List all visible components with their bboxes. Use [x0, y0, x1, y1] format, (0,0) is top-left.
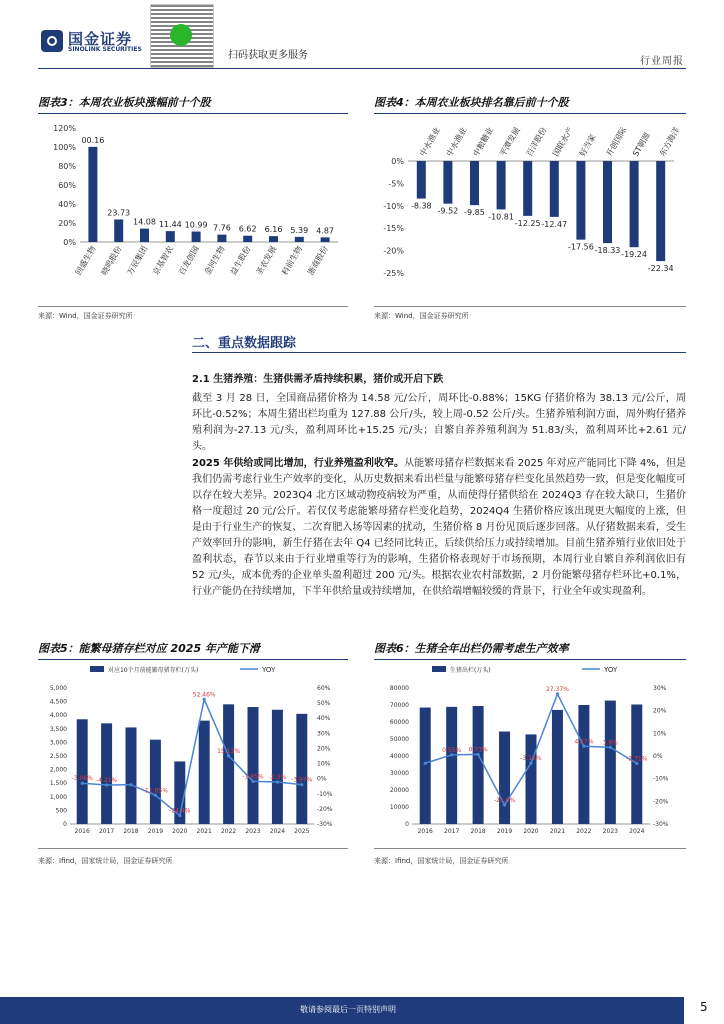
fig4-x-label: 国联水产 — [551, 125, 576, 158]
fig6-bar — [473, 706, 484, 824]
fig4-bar — [656, 161, 665, 261]
fig6-bar — [526, 734, 537, 824]
fig4-bar — [523, 161, 532, 216]
fig4-y-tick: -5% — [388, 179, 404, 189]
fig4-data-label: -9.52 — [437, 206, 459, 216]
fig4-title-rule — [374, 113, 686, 114]
fig5-y2-tick: -20% — [317, 805, 333, 813]
fig6-x-label: 2022 — [576, 828, 592, 835]
fig6-x-label: 2018 — [470, 828, 486, 835]
fig3-y-tick: 80% — [58, 162, 76, 171]
fig3-data-label: 14.08 — [133, 217, 156, 227]
fig4-y-tick: -20% — [383, 246, 404, 256]
fig4-y-tick: 0% — [391, 157, 404, 166]
fig6-y2-tick: -30% — [653, 821, 669, 828]
fig3-bottom-rule — [38, 306, 348, 307]
fig6-yoy-label: 4.27% — [574, 738, 594, 746]
fig6-yoy-label: -3.31% — [626, 755, 648, 763]
fig6-title: 图表6：生猪全年出栏仍需考虑生产效率 — [374, 642, 569, 655]
fig4-bar — [417, 161, 426, 199]
fig3-x-label: 圣农发展 — [254, 244, 279, 277]
fig6-x-label: 2019 — [496, 828, 513, 835]
fig3-data-label: 00.16 — [81, 135, 105, 145]
fig6-legend-bar-swatch — [432, 666, 446, 672]
fig4-data-label: -19.24 — [621, 250, 647, 260]
fig5-y1-tick: 0 — [63, 821, 67, 828]
fig3-bar — [243, 236, 252, 242]
fig4-title: 图表4：本周农业板块排名靠后前十个股 — [374, 96, 569, 109]
paragraph-supply — [192, 456, 686, 600]
fig3-y-tick: 100% — [53, 143, 76, 152]
fig3-bar — [140, 229, 149, 242]
fig6-bar — [578, 705, 589, 824]
fig5-x-label: 2024 — [269, 828, 286, 835]
fig6-y1-tick: 70000 — [389, 702, 409, 709]
fig6-y1-tick: 10000 — [389, 804, 409, 811]
fig3-bar — [192, 232, 201, 242]
fig5-yoy-label: 15.13% — [217, 747, 241, 755]
fig5-x-label: 2021 — [196, 828, 212, 835]
fig3-bar — [114, 219, 123, 242]
scan-hint: 扫码获取更多服务 — [228, 50, 308, 61]
fig6-y1-tick: 0 — [405, 821, 409, 828]
fig6-y1-tick: 40000 — [389, 753, 409, 760]
fig6-y2-tick: -10% — [653, 775, 669, 783]
fig5-bar — [272, 710, 283, 824]
fig5-bottom-rule — [38, 848, 348, 849]
fig5-title: 图表5：能繁母猪存栏对应 2025 年产能下滑 — [38, 642, 260, 655]
fig4-x-label: ST朝源 — [631, 131, 652, 158]
fig5-y2-tick: -10% — [317, 790, 333, 798]
fig3-x-label: 科前生物 — [280, 244, 305, 277]
fig3-x-label: 回盛生物 — [73, 244, 98, 277]
fig6-bottom-rule — [374, 848, 686, 849]
fig5-y1-tick: 4,000 — [49, 712, 67, 720]
wechat-icon — [170, 24, 192, 46]
fig5-yoy-label: 52.46% — [192, 691, 216, 699]
fig6-y1-tick: 80000 — [389, 685, 409, 692]
fig3-title: 图表3：本周农业板块涨幅前十个股 — [38, 96, 211, 109]
fig4-data-label: -10.81 — [488, 212, 514, 222]
fig6-x-label: 2017 — [444, 828, 460, 835]
fig3-x-label: 百龙创园 — [177, 244, 201, 277]
fig3-data-label: 10.99 — [184, 220, 208, 230]
footer-disclaimer[interactable]: 敬请参阅最后一页特别声明 — [300, 1005, 396, 1014]
fig4-x-label: 东方海洋 — [657, 125, 682, 158]
fig5-bar — [199, 721, 210, 824]
fig5-source: 来源：Ifind，国家统计局，国金证券研究所 — [38, 857, 173, 865]
fig5-x-label: 2019 — [147, 828, 164, 835]
fig3-data-label: 23.73 — [107, 208, 131, 218]
fig6-yoy-label: 0.55% — [442, 746, 462, 754]
fig3-bar — [166, 231, 175, 242]
fig3-data-label: 5.39 — [290, 225, 309, 235]
fig5-yoy-label: -2.3% — [268, 773, 287, 781]
fig4-x-label: 中粮糖业 — [471, 125, 496, 158]
fig5-yoy-label: -4.21% — [95, 777, 118, 785]
fig4-bar — [497, 161, 506, 209]
fig4-y-tick: -15% — [383, 224, 404, 234]
fig6-x-label: 2016 — [417, 828, 433, 835]
fig6-x-label: 2024 — [629, 828, 645, 835]
fig6-y1-tick: 20000 — [389, 787, 409, 794]
fig5-title-rule — [38, 659, 348, 660]
fig6-yoy-label: -21.6% — [493, 796, 516, 804]
fig6-bar — [605, 701, 616, 824]
fig4-bar — [470, 161, 479, 205]
fig5-y1-tick: 5,000 — [49, 685, 67, 692]
fig3-y-tick: 0% — [63, 238, 76, 247]
fig6-chart — [374, 664, 686, 846]
fig6-y2-tick: -20% — [653, 798, 669, 806]
fig5-y2-tick: -30% — [317, 821, 333, 828]
fig3-y-tick: 20% — [58, 219, 76, 228]
fig5-y1-tick: 3,500 — [49, 725, 67, 733]
fig4-x-label: 好当家 — [577, 132, 598, 158]
fig3-x-label: 晓鸣股份 — [99, 244, 124, 277]
fig5-legend-bar-label: 对应10个月前能繁母猪存栏(万头) — [108, 667, 199, 674]
fig6-title-rule — [374, 659, 686, 660]
fig6-y2-tick: 30% — [653, 685, 667, 692]
fig4-data-label: -12.25 — [514, 218, 541, 228]
fig5-yoy-label: -24.4% — [169, 807, 191, 815]
fig5-x-label: 2022 — [220, 828, 237, 835]
fig6-bar — [552, 710, 563, 824]
fig5-y2-tick: 50% — [317, 700, 331, 708]
fig5-bar — [248, 707, 259, 824]
fig4-x-label: 百洋股份 — [524, 125, 549, 158]
fig3-x-label: 浙商股份 — [306, 244, 330, 277]
fig5-y1-tick: 4,500 — [49, 698, 67, 706]
fig5-x-label: 2023 — [245, 828, 261, 835]
fig4-y-tick: -10% — [383, 201, 404, 211]
fig5-bar — [77, 719, 88, 824]
fig6-yoy-point — [424, 762, 427, 765]
fig3-bar — [295, 237, 304, 242]
fig6-legend-bar-label: 生猪出栏(万头) — [450, 667, 491, 674]
fig5-yoy-label: -3.97% — [291, 776, 313, 784]
fig5-yoy-label: -1.85% — [242, 773, 264, 781]
fig3-data-label: 6.16 — [264, 225, 283, 235]
fig3-bar — [321, 237, 330, 242]
fig3-x-label: 京基智农 — [151, 244, 176, 277]
fig4-data-label: -8.38 — [410, 201, 432, 211]
fig4-x-label: 中水渔业 — [444, 125, 469, 158]
fig5-yoy-label: -11.05% — [142, 787, 168, 795]
fig3-title-rule — [38, 113, 348, 114]
fig3-x-label: 金河生物 — [202, 244, 227, 277]
page-number: 5 — [700, 1000, 708, 1014]
fig3-y-tick: 60% — [58, 181, 76, 190]
fig6-x-label: 2023 — [602, 828, 618, 835]
fig4-y-tick: -25% — [383, 269, 404, 278]
fig5-x-label: 2025 — [294, 828, 310, 835]
fig3-y-tick: 40% — [58, 200, 76, 209]
fig5-x-label: 2020 — [172, 828, 188, 835]
fig5-legend-line-label: YOY — [262, 666, 276, 674]
fig6-y1-tick: 30000 — [389, 770, 409, 777]
fig4-bar — [603, 161, 612, 243]
fig6-y1-tick: 60000 — [389, 719, 409, 726]
fig6-legend-line-label: YOY — [604, 666, 618, 674]
paragraph-supply-body: 从能繁母猪存栏数据来看 2025 年对应产能同比下降 4%，但是我们仍需考虑行业生产效率的变化，从历史数据来看出栏量与能繁母猪存栏变化虽然趋势一致，但是变化幅度可以存在较大差异。2023Q4 北方区域动物疫病较为严重，从而使得仔猪供给在 2024Q3 存在较大缺口，生猪价格一度超过 20 元/公斤。若仅仅考虑能繁母猪存栏变化趋势，2024Q4 生猪价格应该出现更大幅度的上涨，但是由于行业生产的恢复、二次育肥入场等因素的扰动，生猪价格 8 月份见顶后逐步回落。从仔猪数据来看，受生产效率回升的影响，新生仔猪在去年 Q4 已经同比转正，后续供给压力或持续增加。目前生猪养殖行业依旧处于盈利状态，春节以来由于行业增重等行为的影响，生猪价格表现好于市场预期，本周行业自繁自养利润依旧有 52 元/头，成本优秀的企业单头盈利超过 200 元/头。根据农业农村部数据，2 月份能繁母猪存栏环比+0.1%，行业产能仍在持续增加，下半年供给量或持续增加，在供给端增幅较缓的背景下，行业全年或实现盈利。 — [192, 458, 686, 597]
fig4-data-label: -18.33 — [594, 246, 621, 256]
fig4-x-label: 平潭发展 — [498, 125, 522, 158]
section-subtitle: 2.1 生猪养殖：生猪供需矛盾持续积累，猪价或开启下跌 — [192, 374, 444, 385]
fig6-y2-tick: 20% — [653, 707, 667, 715]
fig5-bar — [296, 714, 307, 824]
fig3-source: 来源：Wind，国金证券研究所 — [38, 312, 133, 320]
fig5-y2-tick: 40% — [317, 715, 331, 723]
paragraph-price: 截至 3 月 28 日，全国商品猪价格为 14.58 元/公斤，周环比-0.88%；15KG 仔猪价格为 38.13 元/公斤，周环比-0.52%；本周生猪出栏均重为 127.88 公斤/头，较上周-0.52 公斤/头。生猪养殖利润方面，周外购仔猪养殖利润为-27.13 元/头，盈利周环比+15.25 元/头；自繁自养养殖利润为 51.83/头，盈利周环比+2.61 元/头。 — [192, 393, 686, 452]
fig4-bar — [550, 161, 559, 217]
fig5-y2-tick: 60% — [317, 685, 331, 692]
fig6-x-label: 2020 — [523, 828, 539, 835]
fig5-y1-tick: 3,000 — [49, 739, 67, 747]
fig5-y2-tick: 30% — [317, 730, 331, 738]
fig3-chart — [38, 116, 350, 306]
fig6-yoy-label: 3.8% — [602, 739, 618, 747]
fig5-x-label: 2017 — [98, 828, 115, 835]
fig5-yoy-label: -3.06% — [71, 775, 93, 783]
company-name-cn: 国金证券 — [68, 30, 133, 48]
fig5-bar — [126, 727, 137, 824]
fig4-data-label: -9.85 — [464, 208, 485, 218]
fig5-y1-tick: 500 — [55, 807, 67, 815]
fig3-bar — [88, 147, 97, 242]
fig5-bar — [150, 740, 161, 824]
fig5-y1-tick: 2,000 — [49, 766, 67, 774]
fig6-y1-tick: 50000 — [389, 736, 409, 743]
fig5-y1-tick: 2,500 — [49, 753, 67, 760]
fig6-y2-tick: 0% — [653, 753, 663, 760]
fig3-data-label: 11.44 — [158, 220, 182, 230]
fig6-yoy-label: -3.15% — [520, 755, 542, 763]
company-logo-icon — [41, 30, 63, 52]
paragraph-supply-lead: 2025 年供给或同比增加，行业养殖盈利收窄。 — [192, 458, 405, 469]
fig6-x-label: 2021 — [549, 828, 566, 835]
fig5-legend-bar-swatch — [90, 666, 104, 672]
fig5-bar — [223, 704, 234, 824]
report-type: 行业周报 — [640, 56, 684, 67]
fig4-data-label: -22.34 — [647, 264, 674, 274]
fig4-data-label: -12.47 — [541, 219, 568, 229]
fig4-bottom-rule — [374, 306, 686, 307]
fig5-chart — [38, 664, 350, 846]
fig3-bar — [217, 235, 226, 242]
fig5-x-label: 2018 — [123, 828, 139, 835]
fig5-y2-tick: 0% — [317, 775, 327, 783]
fig6-bar — [499, 732, 510, 824]
fig3-data-label: 4.87 — [316, 226, 335, 236]
fig3-data-label: 6.62 — [238, 224, 257, 234]
fig4-source: 来源：Wind，国金证券研究所 — [374, 312, 469, 320]
fig6-y2-tick: 10% — [653, 730, 667, 738]
fig4-data-label: -17.56 — [568, 242, 594, 252]
fig5-yoy-point — [129, 783, 132, 786]
fig6-bar — [420, 708, 431, 824]
fig4-bar — [576, 161, 585, 240]
section-rule — [192, 352, 686, 353]
fig5-y2-tick: 20% — [317, 745, 331, 753]
fig3-x-label: 万辰集团 — [125, 244, 150, 277]
fig6-yoy-label: 27.37% — [545, 685, 569, 693]
fig4-x-label: 开创国际 — [604, 125, 629, 158]
fig6-bar — [446, 707, 457, 824]
fig6-source: 来源：Ifind，国家统计局，国金证券研究所 — [374, 857, 509, 865]
fig3-y-tick: 120% — [53, 124, 76, 133]
fig5-yoy-line — [82, 699, 302, 815]
fig3-bar — [269, 236, 278, 242]
fig5-y2-tick: 10% — [317, 760, 331, 768]
fig5-bar — [101, 723, 112, 824]
fig4-bar — [630, 161, 639, 247]
fig5-x-label: 2016 — [74, 828, 90, 835]
fig4-bar — [443, 161, 452, 204]
fig4-chart — [374, 116, 686, 306]
fig4-x-label: 中水渔业 — [418, 125, 443, 158]
fig5-y1-tick: 1,000 — [49, 793, 67, 801]
fig3-x-label: 益生股份 — [228, 244, 253, 277]
fig3-data-label: 7.76 — [212, 223, 231, 233]
section-title: 二、重点数据跟踪 — [192, 336, 297, 351]
fig6-yoy-label: 0.73% — [468, 746, 488, 754]
header-divider — [38, 68, 686, 69]
fig5-y1-tick: 1,500 — [49, 780, 67, 788]
company-name-en: SINOLINK SECURITIES — [68, 46, 142, 53]
